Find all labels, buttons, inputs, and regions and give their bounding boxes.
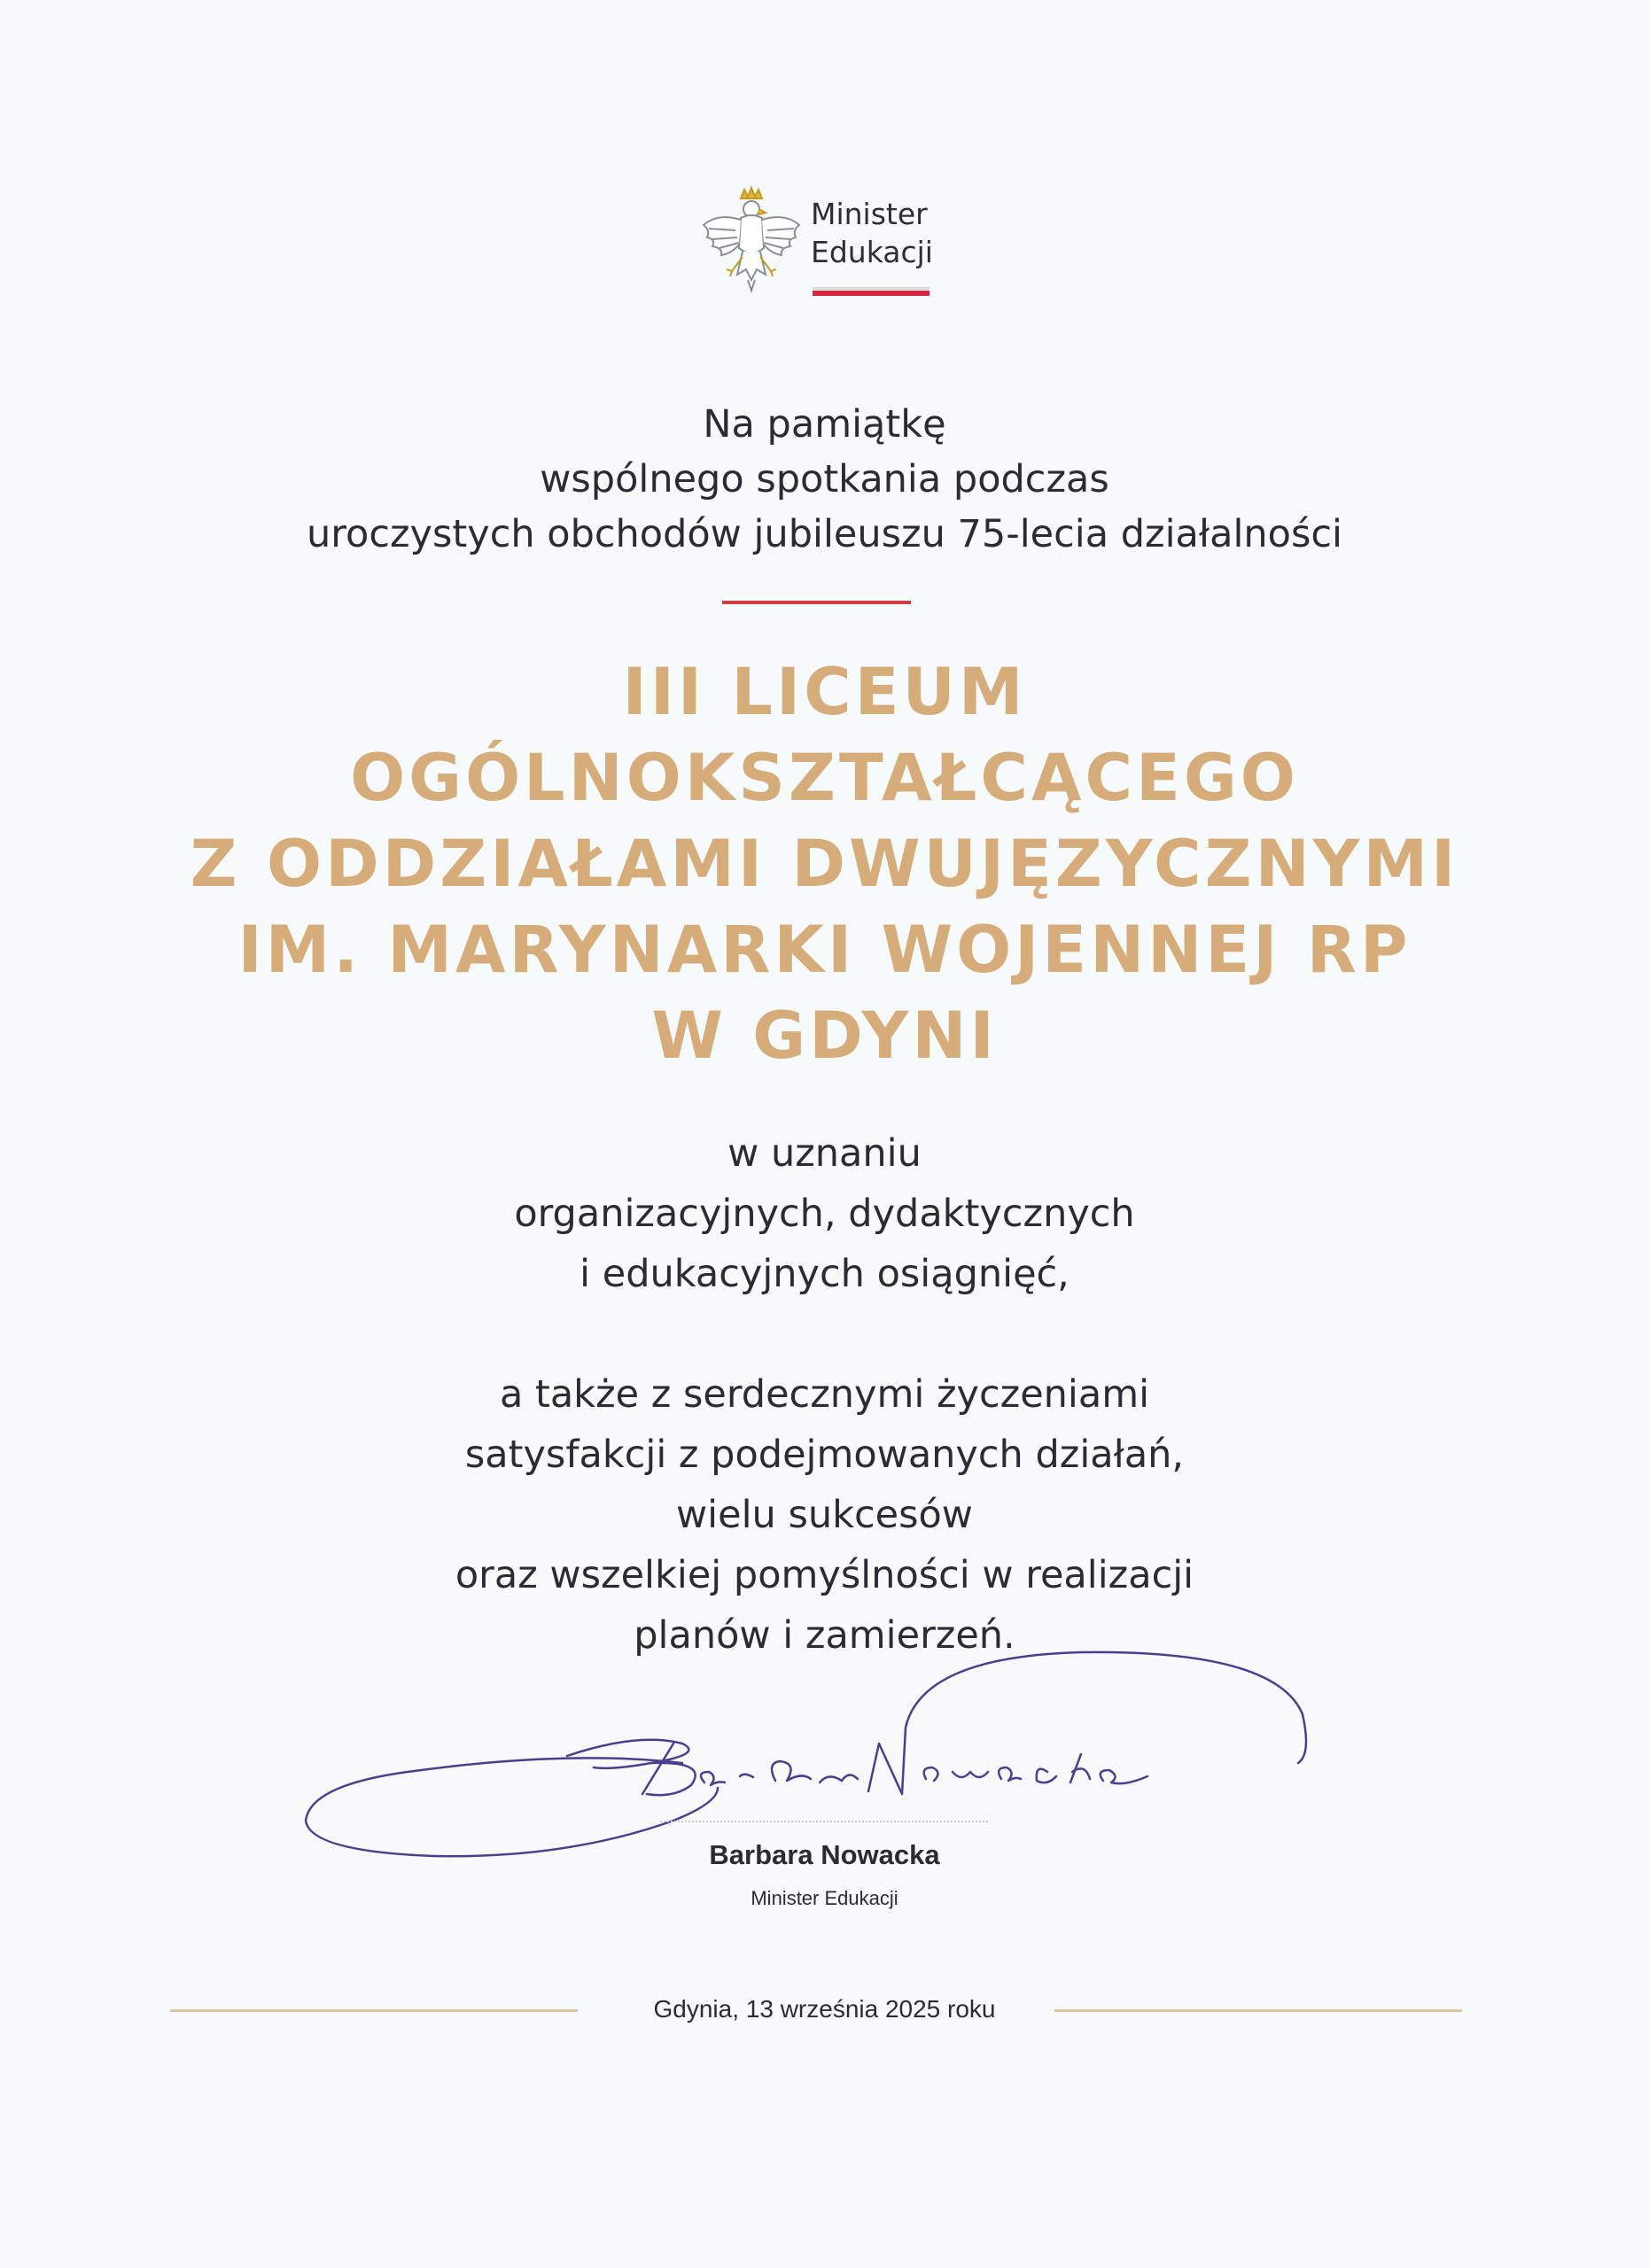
intro-line-3: uroczystych obchodów jubileuszu 75-lecia działalności xyxy=(307,512,1342,556)
recognition-line-3: i edukacyjnych osiągnięć, xyxy=(579,1252,1070,1296)
school-line-3: Z ODDZIAŁAMI DWUJĘZYCZNYMI xyxy=(190,827,1459,902)
recognition-line-2: organizacyjnych, dydaktycznych xyxy=(514,1192,1135,1236)
school-line-2: OGÓLNOKSZTAŁCĄCEGO xyxy=(350,741,1299,816)
recognition-text xyxy=(0,1123,1649,1304)
wishes-line-3: wielu sukcesów xyxy=(676,1493,973,1537)
school-line-1: III LICEUM xyxy=(622,655,1027,730)
school-line-4: IM. MARYNARKI WOJENNEJ RP xyxy=(237,913,1412,988)
recognition-line-1: w uznaniu xyxy=(727,1131,922,1176)
flag-bar xyxy=(813,287,930,296)
signer-name: Barbara Nowacka xyxy=(709,1839,940,1870)
place-and-date: Gdynia, 13 września 2025 roku xyxy=(653,1995,996,2023)
school-line-5: W GDYNI xyxy=(651,998,998,1074)
white-eagle-emblem-icon xyxy=(700,186,802,297)
intro-line-1: Na pamiątkę xyxy=(703,402,946,447)
ministry-name xyxy=(811,195,933,271)
wishes-line-4: oraz wszelkiej pomyślności w realizacji xyxy=(455,1553,1194,1597)
intro-line-2: wspólnego spotkania podczas xyxy=(540,457,1109,501)
ministry-logo xyxy=(700,186,948,301)
logo-line-2: Edukacji xyxy=(811,235,933,269)
flag-bar-white xyxy=(813,287,930,290)
signer-role: Minister Edukacji xyxy=(751,1887,898,1909)
logo-line-1: Minister xyxy=(811,197,928,231)
wishes-text xyxy=(0,1364,1649,1666)
flag-bar-red xyxy=(813,291,930,296)
signature-dotted-line xyxy=(660,1821,988,1822)
intro-text xyxy=(0,397,1649,562)
red-divider xyxy=(722,601,911,604)
wishes-line-1: a także z serdecznymi życzeniami xyxy=(499,1372,1150,1417)
wishes-line-5: planów i zamierzeń. xyxy=(634,1613,1015,1658)
wishes-line-2: satysfakcji z podejmowanych działań, xyxy=(464,1433,1185,1477)
school-name xyxy=(0,649,1649,1079)
